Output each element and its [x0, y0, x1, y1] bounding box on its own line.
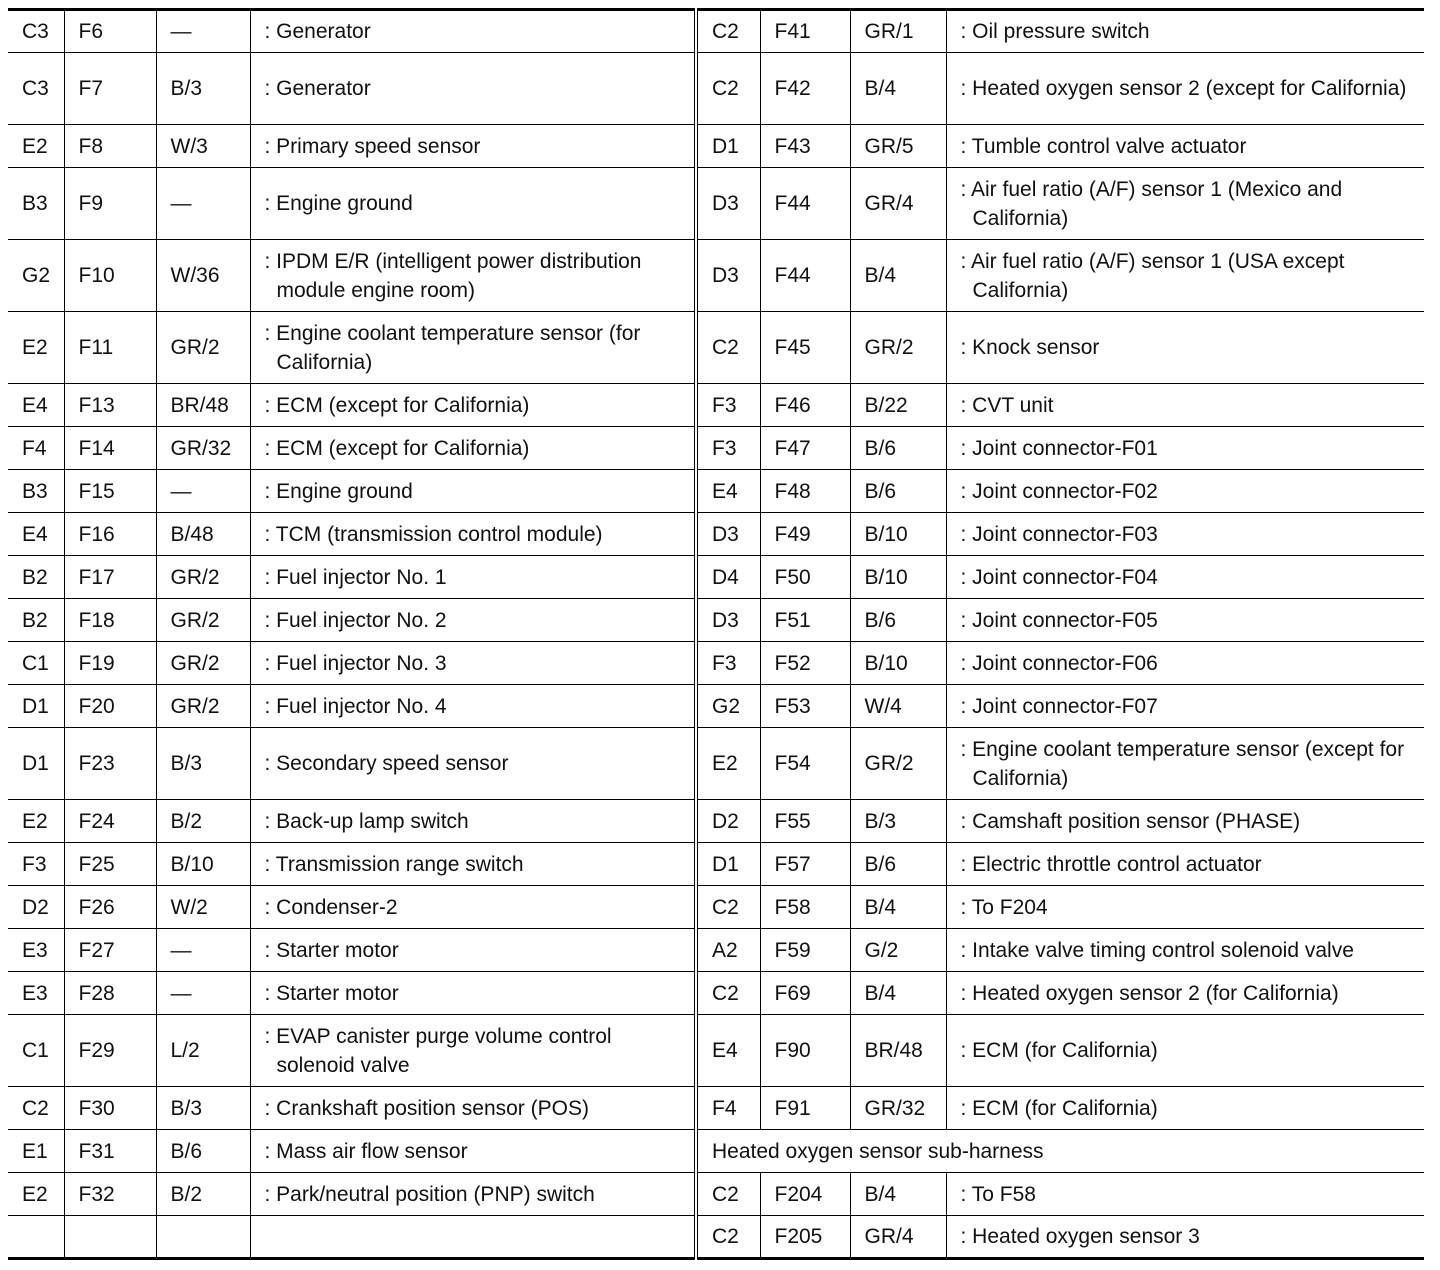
right-connector-number: F50: [760, 556, 850, 599]
right-description: [946, 1216, 1424, 1259]
left-description-text: : Starter motor: [264, 981, 399, 1005]
left-grid-cell: C2: [8, 1087, 64, 1130]
right-description: [946, 556, 1424, 599]
right-grid-cell: F3: [696, 384, 760, 427]
left-connector-type: —: [156, 10, 250, 53]
left-connector-number: F15: [64, 470, 156, 513]
right-description: [946, 384, 1424, 427]
right-description-text: : Engine coolant temperature sensor (except for California): [960, 737, 1405, 790]
left-description: [250, 1015, 696, 1087]
right-connector-number: F52: [760, 642, 850, 685]
right-connector-number: F59: [760, 929, 850, 972]
right-connector-number: F205: [760, 1216, 850, 1259]
right-connector-type: B/22: [850, 384, 946, 427]
left-connector-number: F7: [64, 53, 156, 125]
right-description: [946, 513, 1424, 556]
left-grid-cell: C1: [8, 642, 64, 685]
left-description-text: : TCM (transmission control module): [264, 522, 603, 546]
left-description-text: : Condenser-2: [264, 895, 398, 919]
left-grid-cell: B3: [8, 168, 64, 240]
right-grid-cell: D1: [696, 843, 760, 886]
left-description: [250, 972, 696, 1015]
right-connector-number: F45: [760, 312, 850, 384]
right-connector-number: F42: [760, 53, 850, 125]
right-description: [946, 800, 1424, 843]
right-description: [946, 642, 1424, 685]
left-grid-cell: D1: [8, 728, 64, 800]
right-description-text: : Tumble control valve actuator: [960, 134, 1247, 158]
right-grid-cell: D1: [696, 125, 760, 168]
left-connector-number: F13: [64, 384, 156, 427]
left-connector-number: F29: [64, 1015, 156, 1087]
table-row: [8, 513, 1424, 556]
left-description-text: : Crankshaft position sensor (POS): [264, 1096, 589, 1120]
right-connector-type: GR/2: [850, 728, 946, 800]
table-row: [8, 10, 1424, 53]
connector-table: [8, 8, 1424, 1260]
right-connector-type: B/10: [850, 513, 946, 556]
left-grid-cell: E2: [8, 125, 64, 168]
left-description: [250, 800, 696, 843]
right-description: [946, 125, 1424, 168]
right-description-text: : Oil pressure switch: [960, 20, 1150, 43]
right-connector-type: GR/4: [850, 168, 946, 240]
right-description-text: : Heated oxygen sensor 3: [960, 1225, 1200, 1248]
right-grid-cell: C2: [696, 53, 760, 125]
left-description-text: : Fuel injector No. 1: [264, 565, 447, 589]
left-connector-type: B/10: [156, 843, 250, 886]
connector-table-body: [8, 10, 1424, 1259]
right-connector-number: F48: [760, 470, 850, 513]
right-description-text: : Air fuel ratio (A/F) sensor 1 (Mexico and California): [960, 177, 1343, 230]
left-description: [250, 53, 696, 125]
right-connector-type: GR/1: [850, 10, 946, 53]
right-grid-cell: C2: [696, 886, 760, 929]
table-row: [8, 1087, 1424, 1130]
right-description: [946, 53, 1424, 125]
right-description-text: : Camshaft position sensor (PHASE): [960, 809, 1301, 833]
left-connector-number: F24: [64, 800, 156, 843]
left-grid-cell: C1: [8, 1015, 64, 1087]
left-connector-type: B/3: [156, 53, 250, 125]
left-connector-type: W/2: [156, 886, 250, 929]
right-connector-number: F53: [760, 685, 850, 728]
left-description-text: : Fuel injector No. 3: [264, 651, 447, 675]
right-grid-cell: E4: [696, 470, 760, 513]
left-description: [250, 728, 696, 800]
left-grid-cell: D2: [8, 886, 64, 929]
right-connector-type: B/6: [850, 843, 946, 886]
left-connector-number: F14: [64, 427, 156, 470]
left-connector-type: [156, 1216, 250, 1259]
table-row: [8, 972, 1424, 1015]
right-description-text: : Air fuel ratio (A/F) sensor 1 (USA except California): [960, 249, 1345, 302]
table-row: [8, 168, 1424, 240]
left-connector-type: B/3: [156, 728, 250, 800]
table-row: [8, 1216, 1424, 1259]
left-description: [250, 929, 696, 972]
left-description-text: : Primary speed sensor: [264, 134, 481, 158]
right-connector-number: F55: [760, 800, 850, 843]
table-row: [8, 240, 1424, 312]
right-grid-cell: D4: [696, 556, 760, 599]
left-connector-number: F17: [64, 556, 156, 599]
right-grid-cell: D3: [696, 168, 760, 240]
left-description: [250, 125, 696, 168]
right-grid-cell: F4: [696, 1087, 760, 1130]
left-connector-type: —: [156, 168, 250, 240]
left-connector-type: GR/2: [156, 556, 250, 599]
right-connector-number: F44: [760, 168, 850, 240]
left-connector-number: F9: [64, 168, 156, 240]
right-grid-cell: F3: [696, 427, 760, 470]
right-grid-cell: D2: [696, 800, 760, 843]
right-connector-type: B/6: [850, 470, 946, 513]
left-description-text: : Generator: [264, 77, 371, 100]
right-description: [946, 312, 1424, 384]
table-row: [8, 125, 1424, 168]
right-connector-number: F58: [760, 886, 850, 929]
table-row: [8, 53, 1424, 125]
left-connector-type: W/3: [156, 125, 250, 168]
left-grid-cell: E3: [8, 929, 64, 972]
right-connector-type: W/4: [850, 685, 946, 728]
right-connector-number: F90: [760, 1015, 850, 1087]
right-description-text: : Joint connector-F03: [960, 522, 1158, 546]
table-row: [8, 929, 1424, 972]
left-description-text: : Back-up lamp switch: [264, 809, 469, 833]
left-grid-cell: [8, 1216, 64, 1259]
left-connector-number: F18: [64, 599, 156, 642]
left-grid-cell: B2: [8, 599, 64, 642]
right-description-text: : Joint connector-F06: [960, 651, 1158, 675]
left-connector-type: BR/48: [156, 384, 250, 427]
right-description-text: : Joint connector-F02: [960, 479, 1158, 503]
left-connector-type: GR/2: [156, 599, 250, 642]
left-grid-cell: E1: [8, 1130, 64, 1173]
table-row: [8, 642, 1424, 685]
table-row: [8, 685, 1424, 728]
right-connector-number: F91: [760, 1087, 850, 1130]
table-row: [8, 312, 1424, 384]
right-grid-cell: E4: [696, 1015, 760, 1087]
left-description: [250, 312, 696, 384]
right-grid-cell: D3: [696, 513, 760, 556]
table-row: [8, 728, 1424, 800]
right-connector-number: F46: [760, 384, 850, 427]
left-connector-number: F28: [64, 972, 156, 1015]
right-connector-type: B/10: [850, 642, 946, 685]
right-grid-cell: C2: [696, 1216, 760, 1259]
left-description-text: : Mass air flow sensor: [264, 1139, 468, 1163]
left-connector-number: F16: [64, 513, 156, 556]
table-row: [8, 556, 1424, 599]
right-connector-number: F54: [760, 728, 850, 800]
right-connector-type: GR/5: [850, 125, 946, 168]
left-grid-cell: C3: [8, 10, 64, 53]
left-connector-number: F6: [64, 10, 156, 53]
left-connector-number: F27: [64, 929, 156, 972]
right-description: [946, 1087, 1424, 1130]
right-description: [946, 929, 1424, 972]
left-description: [250, 599, 696, 642]
right-connector-number: F47: [760, 427, 850, 470]
left-description-text: : ECM (except for California): [264, 436, 530, 460]
table-row: [8, 427, 1424, 470]
table-row: [8, 843, 1424, 886]
left-description: [250, 1216, 696, 1259]
left-connector-number: F19: [64, 642, 156, 685]
left-description-text: : Engine coolant temperature sensor (for California): [264, 321, 641, 374]
right-connector-number: F69: [760, 972, 850, 1015]
left-description: [250, 470, 696, 513]
right-description: [946, 10, 1424, 53]
right-connector-type: B/4: [850, 53, 946, 125]
left-description: [250, 240, 696, 312]
left-grid-cell: E4: [8, 384, 64, 427]
left-connector-number: F20: [64, 685, 156, 728]
left-connector-type: —: [156, 972, 250, 1015]
right-description-text: : Joint connector-F01: [960, 436, 1158, 460]
right-description-text: : CVT unit: [960, 393, 1054, 417]
left-grid-cell: B3: [8, 470, 64, 513]
left-grid-cell: C3: [8, 53, 64, 125]
left-description: [250, 1130, 696, 1173]
right-description-text: : Knock sensor: [960, 336, 1100, 359]
left-grid-cell: F3: [8, 843, 64, 886]
right-description-text: : ECM (for California): [960, 1039, 1158, 1062]
table-row: [8, 1015, 1424, 1087]
table-row: [8, 1173, 1424, 1216]
right-description: [946, 728, 1424, 800]
left-description-text: : Transmission range switch: [264, 852, 524, 876]
right-connector-type: B/6: [850, 599, 946, 642]
right-grid-cell: D3: [696, 599, 760, 642]
right-connector-number: F44: [760, 240, 850, 312]
left-connector-number: F31: [64, 1130, 156, 1173]
left-description-text: : Fuel injector No. 2: [264, 608, 447, 632]
right-description: [946, 168, 1424, 240]
right-grid-cell: F3: [696, 642, 760, 685]
right-grid-cell: E2: [696, 728, 760, 800]
left-connector-type: B/3: [156, 1087, 250, 1130]
left-grid-cell: E2: [8, 312, 64, 384]
left-description-text: : IPDM E/R (intelligent power distribution module engine room): [264, 249, 642, 302]
left-description-text: : Park/neutral position (PNP) switch: [264, 1182, 595, 1206]
connector-list-page: [8, 8, 1424, 1260]
right-connector-number: F204: [760, 1173, 850, 1216]
left-description-text: : EVAP canister purge volume control solenoid valve: [264, 1024, 612, 1077]
right-description: [946, 685, 1424, 728]
right-connector-type: GR/32: [850, 1087, 946, 1130]
right-connector-number: F41: [760, 10, 850, 53]
left-description: [250, 1087, 696, 1130]
table-row: [8, 1130, 1424, 1173]
right-connector-type: BR/48: [850, 1015, 946, 1087]
right-connector-number: F43: [760, 125, 850, 168]
left-connector-type: —: [156, 929, 250, 972]
left-connector-type: GR/2: [156, 312, 250, 384]
left-description: [250, 685, 696, 728]
right-description-text: : Joint connector-F07: [960, 694, 1158, 718]
right-connector-type: B/3: [850, 800, 946, 843]
left-connector-number: F26: [64, 886, 156, 929]
left-connector-type: GR/2: [156, 685, 250, 728]
left-connector-number: F11: [64, 312, 156, 384]
left-description: [250, 384, 696, 427]
left-connector-type: L/2: [156, 1015, 250, 1087]
left-connector-type: W/36: [156, 240, 250, 312]
right-description-text: : Heated oxygen sensor 2 (for California): [960, 981, 1339, 1005]
right-description: [946, 240, 1424, 312]
right-description: [946, 599, 1424, 642]
table-row: [8, 384, 1424, 427]
right-grid-cell: C2: [696, 312, 760, 384]
table-row: [8, 800, 1424, 843]
left-description-text: : Engine ground: [264, 479, 413, 503]
left-description: [250, 886, 696, 929]
right-description: [946, 1173, 1424, 1216]
left-grid-cell: E3: [8, 972, 64, 1015]
right-grid-cell: A2: [696, 929, 760, 972]
left-grid-cell: D1: [8, 685, 64, 728]
left-connector-number: F10: [64, 240, 156, 312]
left-connector-type: —: [156, 470, 250, 513]
left-description: [250, 427, 696, 470]
right-grid-cell: D3: [696, 240, 760, 312]
left-connector-number: [64, 1216, 156, 1259]
right-description-text: : Electric throttle control actuator: [960, 852, 1262, 876]
left-connector-type: GR/32: [156, 427, 250, 470]
left-connector-number: F8: [64, 125, 156, 168]
left-connector-type: GR/2: [156, 642, 250, 685]
left-connector-number: F30: [64, 1087, 156, 1130]
right-description-text: : Joint connector-F05: [960, 608, 1158, 632]
left-connector-type: B/2: [156, 1173, 250, 1216]
left-connector-type: B/48: [156, 513, 250, 556]
right-grid-cell: C2: [696, 10, 760, 53]
right-connector-type: B/4: [850, 886, 946, 929]
left-description: [250, 843, 696, 886]
left-description: [250, 556, 696, 599]
left-description-text: : Starter motor: [264, 938, 399, 962]
right-description: [946, 843, 1424, 886]
right-connector-type: GR/2: [850, 312, 946, 384]
right-description-text: : ECM (for California): [960, 1096, 1158, 1120]
table-row: [8, 886, 1424, 929]
right-connector-type: B/4: [850, 1173, 946, 1216]
right-description: [946, 427, 1424, 470]
left-description: [250, 1173, 696, 1216]
left-description-text: : Fuel injector No. 4: [264, 694, 447, 718]
left-grid-cell: E2: [8, 1173, 64, 1216]
left-connector-type: B/2: [156, 800, 250, 843]
left-description: [250, 168, 696, 240]
left-connector-type: B/6: [156, 1130, 250, 1173]
right-grid-cell: G2: [696, 685, 760, 728]
right-description: [946, 470, 1424, 513]
right-connector-type: GR/4: [850, 1216, 946, 1259]
left-description-text: : ECM (except for California): [264, 393, 530, 417]
left-description: [250, 642, 696, 685]
left-grid-cell: F4: [8, 427, 64, 470]
right-grid-cell: C2: [696, 972, 760, 1015]
right-description-text: : Joint connector-F04: [960, 565, 1158, 589]
left-grid-cell: E4: [8, 513, 64, 556]
left-connector-number: F32: [64, 1173, 156, 1216]
right-connector-number: F51: [760, 599, 850, 642]
table-row: [8, 470, 1424, 513]
right-description: [946, 972, 1424, 1015]
right-connector-type: B/4: [850, 972, 946, 1015]
sub-harness-heading: Heated oxygen sensor sub-harness: [696, 1130, 1424, 1173]
right-connector-type: G/2: [850, 929, 946, 972]
left-description-text: : Engine ground: [264, 192, 413, 215]
right-description: [946, 886, 1424, 929]
right-grid-cell: C2: [696, 1173, 760, 1216]
right-description-text: : To F58: [960, 1182, 1036, 1206]
left-description: [250, 10, 696, 53]
table-row: [8, 599, 1424, 642]
left-grid-cell: G2: [8, 240, 64, 312]
right-description-text: : Heated oxygen sensor 2 (except for California): [960, 77, 1407, 100]
left-description-text: : Secondary speed sensor: [264, 752, 509, 775]
left-connector-number: F23: [64, 728, 156, 800]
right-connector-type: B/10: [850, 556, 946, 599]
left-description: [250, 513, 696, 556]
right-connector-number: F49: [760, 513, 850, 556]
left-grid-cell: E2: [8, 800, 64, 843]
left-description-text: : Generator: [264, 20, 371, 43]
right-connector-number: F57: [760, 843, 850, 886]
right-description-text: : To F204: [960, 895, 1048, 919]
left-connector-number: F25: [64, 843, 156, 886]
right-description: [946, 1015, 1424, 1087]
left-grid-cell: B2: [8, 556, 64, 599]
right-description-text: : Intake valve timing control solenoid valve: [960, 938, 1354, 962]
right-connector-type: B/4: [850, 240, 946, 312]
right-connector-type: B/6: [850, 427, 946, 470]
